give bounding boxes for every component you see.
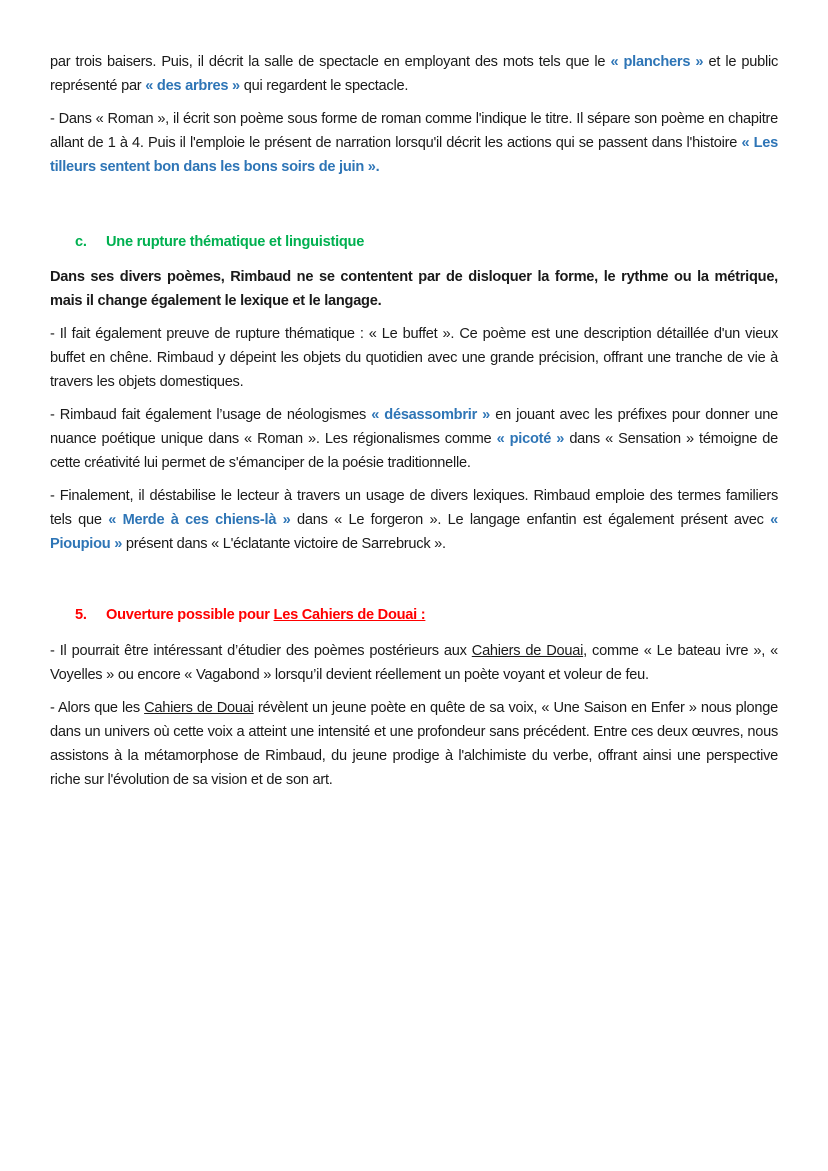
text-segment: Dans ses divers poèmes, Rimbaud ne se contentent par de disloquer la forme, le rythme ou la métrique, mais il change également le lexique et le langage. <box>50 268 778 309</box>
text-segment: Ouverture possible pour <box>106 607 274 624</box>
paragraph <box>50 484 778 557</box>
section-heading-c <box>75 230 778 254</box>
quoted-citation: « picoté » <box>496 430 565 447</box>
text-segment: Une rupture thématique et linguistique <box>106 233 365 250</box>
text-segment: - Rimbaud fait également l’usage de néologismes <box>50 406 372 423</box>
text-segment: - Finalement, il déstabilise le lecteur à travers un usage de divers lexiques. Rimbaud emploie des termes familiers tels que <box>50 487 778 529</box>
quoted-citation: « des arbres » <box>145 78 240 95</box>
paragraph <box>50 107 778 180</box>
text-segment: révèlent un jeune poète en quête de sa voix, « Une Saison en Enfer » nous plonge dans un univers où cette voix a atteint une intensité et une profondeur sans précédent. Entre ces deux œuvres, nous assistons à la métamorphose de Rimbaud, du jeune prodige à l'alchimiste du verbe, offrant ainsi une perspective riche sur l'évolution de sa vision et de son art. <box>50 699 778 789</box>
paragraph <box>50 639 778 687</box>
underlined-title: Cahiers de Douai <box>471 642 584 659</box>
text-segment: et le public représenté par <box>50 54 779 95</box>
quoted-citation: « Pioupiou » <box>50 512 779 553</box>
text-segment: , comme « Le bateau ivre », « Voyelles » ou encore « Vagabond » lorsqu’il devient réellement un poète voyant et voleur de feu. <box>50 642 778 683</box>
paragraph <box>50 322 778 395</box>
text-segment: présent dans « L'éclatante victoire de Sarrebruck ». <box>122 536 446 553</box>
paragraph <box>50 265 778 313</box>
paragraph <box>50 696 778 793</box>
text-segment: - Il fait également preuve de rupture thématique : « Le buffet ». Ce poème est une description détaillée d'un vieux buffet en chêne. Rimbaud y dépeint les objets du quotidien avec une grande précision, offrant une tranche de vie à travers les objets domestiques. <box>50 325 778 391</box>
quoted-citation: « désassombrir » <box>371 406 491 423</box>
heading-number: c. <box>75 233 87 250</box>
quoted-citation: « planchers » <box>610 54 704 70</box>
heading-number: 5. <box>75 607 87 624</box>
text-segment: en jouant avec les préfixes pour donner une nuance poétique unique dans « Roman ». Les régionalismes comme <box>50 406 778 447</box>
quoted-citation: « Merde à ces chiens-là » <box>108 512 291 529</box>
document-page <box>50 50 778 801</box>
text-segment: - Alors que les <box>50 699 145 716</box>
paragraph <box>50 403 778 476</box>
text-segment: dans « Sensation » témoigne de cette créativité lui permet de s'émanciper de la poésie traditionnelle. <box>50 430 778 472</box>
underlined-title: Les Cahiers de Douai : <box>273 607 426 624</box>
text-segment: qui regardent le spectacle. <box>239 78 409 95</box>
section-heading-5 <box>75 603 778 627</box>
text-segment: par trois baisers. Puis, il décrit la salle de spectacle en employant des mots tels que le <box>50 54 611 70</box>
quoted-citation: « Les tilleurs sentent bon dans les bons soirs de juin ». <box>50 135 778 176</box>
text-segment: - Dans « Roman », il écrit son poème sous forme de roman comme l'indique le titre. Il sépare son poème en chapitre allant de 1 à 4. Puis il l'emploie le présent de narration lorsqu'il décrit les actions qui se passent dans l'histoire <box>50 110 778 152</box>
underlined-title: Cahiers de Douai <box>144 699 254 716</box>
text-segment: - Il pourrait être intéressant d’étudier des poèmes postérieurs aux <box>50 642 472 659</box>
text-segment: dans « Le forgeron ». Le langage enfantin est également présent avec <box>290 512 771 529</box>
paragraph <box>50 50 778 98</box>
